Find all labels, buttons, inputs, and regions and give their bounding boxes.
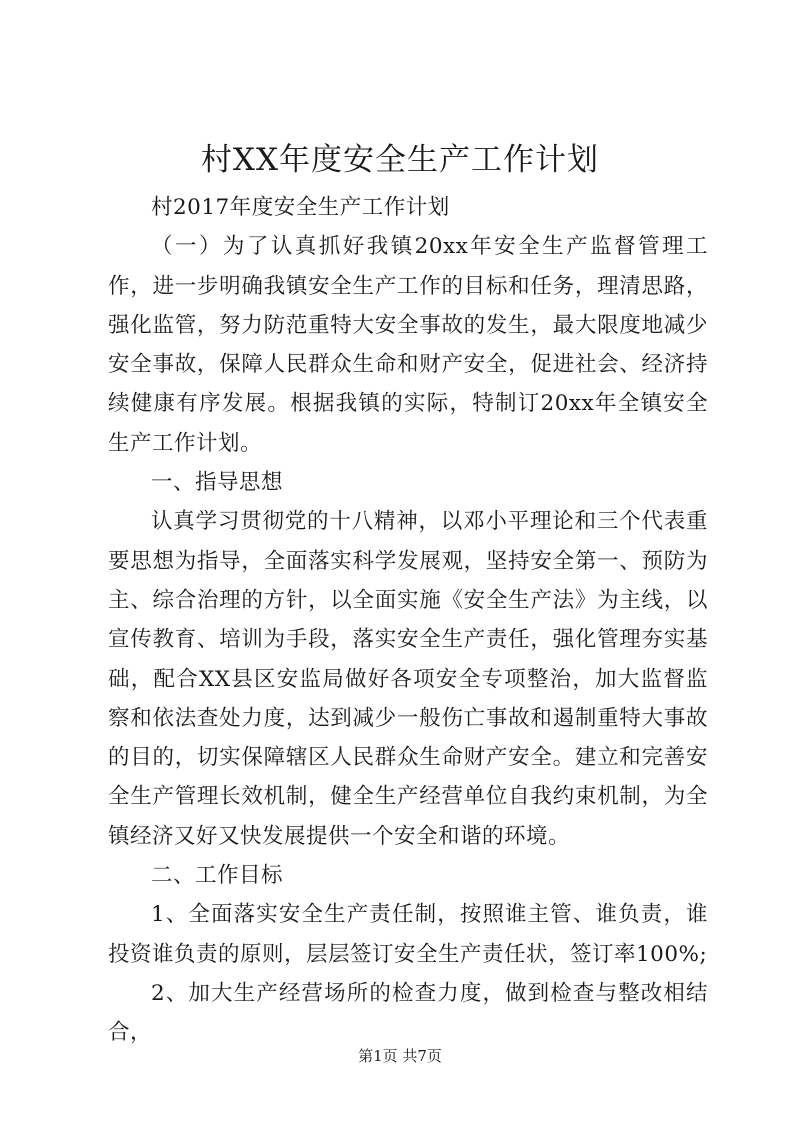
page-footer: 第1页 共7页 — [358, 1047, 442, 1065]
document-title: 村XX年度安全生产工作计划 — [200, 142, 600, 178]
paragraph-goal-2: 2、加大生产经营场所的检查力度，做到检查与整改相结合， — [108, 980, 708, 1046]
paragraph-guiding-thought: 认真学习贯彻党的十八精神，以邓小平理论和三个代表重要思想为指导，全面落实科学发展观，坚持安全第一、预防为主、综合治理的方针，以全面实施《安全生产法》为主线，以宣传教育、培训为手段，落实安全生产责任，强化管理夯实基础，配合XX县区安监局做好各项安全专项整治，加大监督监察和依法查处力度，达到减少一般伤亡事故和遏制重特大事故的目的，切实保障辖区人民群众生命财产安全。建立和完善安全生产管理长效机制，健全生产经营单位自我约束机制，为全镇经济又好又快发展提供一个安全和谐的环境。 — [108, 509, 708, 849]
section-heading-guiding-thought: 一、指导思想 — [151, 470, 284, 496]
paragraph-intro: （一）为了认真抓好我镇20xx年安全生产监督管理工作，进一步明确我镇安全生产工作的目标和任务，理清思路，强化监管，努力防范重特大安全事故的发生，最大限度地减少安全事故，保障人民群众生命和财产安全，促进社会、经济持续健康有序发展。根据我镇的实际，特制订20xx年全镇安全生产工作计划。 — [108, 234, 708, 456]
paragraph-subtitle: 村2017年度安全生产工作计划 — [151, 195, 450, 220]
paragraph-goal-1: 1、全面落实安全生产责任制，按照谁主管、谁负责，谁投资谁负责的原则，层层签订安全生产责任状，签订率100%; — [108, 902, 708, 967]
section-heading-work-goals: 二、工作目标 — [151, 863, 284, 889]
document-body — [108, 188, 708, 1053]
